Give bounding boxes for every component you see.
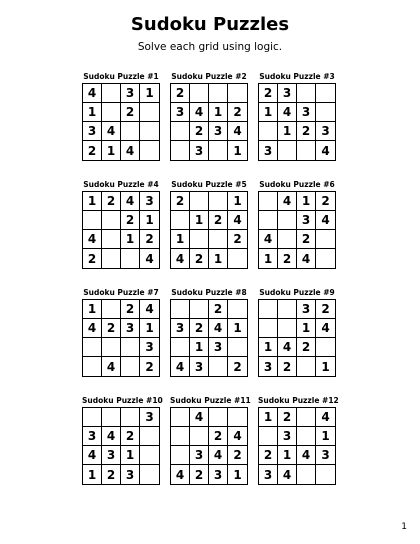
puzzle-grid [258,83,336,161]
grid-cell: 3 [140,408,159,427]
grid-cell [121,122,140,141]
puzzle-label: Sudoku Puzzle #2 [171,72,247,81]
grid-cell: 1 [209,103,228,122]
grid-cell: 4 [278,338,297,357]
grid-cell: 3 [209,338,228,357]
grid-cell [209,408,228,427]
puzzle-label: Sudoku Puzzle #5 [171,180,247,189]
grid-cell: 4 [228,427,247,446]
sudoku-puzzle [258,395,339,503]
grid-cell: 2 [102,319,121,338]
grid-cell: 1 [228,319,247,338]
grid-cell [102,300,121,319]
grid-cell [259,122,278,141]
grid-cell: 1 [259,249,278,268]
page-subtitle: Solve each grid using logic. [137,41,283,53]
grid-cell: 3 [278,427,297,446]
grid-cell: 1 [228,192,247,211]
grid-cell: 1 [233,143,242,158]
puzzle-label: Sudoku Puzzle #4 [83,180,159,189]
sudoku-puzzle [82,287,160,395]
sudoku-puzzle [82,179,160,287]
grid-cell: 1 [140,84,159,103]
grid-cell: 1 [140,319,159,338]
grid-cell: 4 [171,357,190,376]
grid-cell: 2 [102,192,121,211]
page-title: Sudoku Puzzles [130,14,290,35]
grid-cell: 4 [209,319,228,338]
grid-cell: 1 [83,465,102,484]
puzzle-grid [258,299,336,377]
grid-cell: 2 [190,319,209,338]
grid-cell [316,465,335,484]
grid-cell [140,427,159,446]
grid-cell [102,338,121,357]
grid-cell [209,141,228,160]
grid-cell: 4 [278,465,297,484]
grid-cell: 3 [316,446,335,465]
puzzle-grid [170,407,248,485]
grid-cell: 4 [121,141,140,160]
grid-cell: 2 [190,249,209,268]
grid-cell [209,84,228,103]
grid-cell: 4 [140,300,159,319]
grid-cell [121,408,140,427]
puzzle-label: Sudoku Puzzle #12 [258,396,339,405]
grid-cell: 4 [228,122,247,141]
grid-cell [278,211,297,230]
grid-cell: 1 [321,359,330,374]
sudoku-puzzle [170,395,251,503]
grid-cell: 3 [83,122,102,141]
grid-cell: 3 [171,319,190,338]
grid-cell: 4 [83,319,102,338]
puzzle-label: Sudoku Puzzle #7 [83,288,159,297]
grid-cell: 4 [278,103,297,122]
grid-cell: 3 [297,103,316,122]
grid-cell: 3 [121,465,140,484]
grid-cell: 3 [190,446,209,465]
grid-cell: 2 [121,211,140,230]
grid-cell [297,427,316,446]
grid-cell: 2 [83,141,102,160]
grid-cell [278,230,297,249]
grid-cell [102,103,121,122]
grid-cell [209,357,228,376]
grid-cell: 4 [102,427,121,446]
grid-cell [121,249,140,268]
grid-cell: 3 [83,427,102,446]
grid-cell: 1 [190,338,209,357]
grid-cell [278,141,297,160]
grid-cell: 3 [102,446,121,465]
sudoku-puzzle [170,71,248,179]
puzzle-grid [82,191,160,269]
grid-cell [190,84,209,103]
grid-cell [228,300,247,319]
grid-cell [316,103,335,122]
grid-cell: 3 [171,103,190,122]
grid-cell: 3 [297,300,316,319]
grid-cell [83,357,102,376]
grid-cell: 2 [297,122,316,141]
grid-cell [171,408,190,427]
grid-cell [190,192,209,211]
grid-cell [121,357,140,376]
grid-cell: 3 [190,357,209,376]
grid-cell: 1 [83,103,102,122]
grid-cell: 2 [209,427,228,446]
grid-cell: 4 [190,408,209,427]
grid-cell [278,300,297,319]
grid-cell [209,192,228,211]
grid-cell [259,192,278,211]
grid-cell [171,211,190,230]
puzzle-label: Sudoku Puzzle #10 [82,396,163,405]
grid-cell: 3 [121,84,140,103]
grid-cell [140,465,159,484]
puzzle-label: Sudoku Puzzle #3 [259,72,335,81]
grid-cell [171,338,190,357]
puzzle-grid [82,83,160,161]
grid-cell: 3 [259,141,278,160]
grid-cell: 1 [190,211,209,230]
grid-cell: 2 [259,84,278,103]
grid-cell [190,427,209,446]
grid-cell: 2 [259,446,278,465]
grid-cell: 4 [102,357,121,376]
grid-cell [259,211,278,230]
grid-cell: 2 [145,359,154,374]
grid-cell: 3 [209,465,228,484]
grid-cell [140,103,159,122]
sudoku-puzzle [258,71,336,179]
sudoku-puzzle [258,179,336,287]
grid-cell: 2 [316,192,335,211]
grid-cell [316,249,335,268]
grid-cell: 2 [278,408,297,427]
puzzle-grid [258,407,336,485]
grid-cell: 4 [297,249,316,268]
grid-cell [171,300,190,319]
sudoku-puzzle [82,71,160,179]
puzzle-grid [170,299,248,377]
grid-cell [228,249,247,268]
grid-cell [259,427,278,446]
grid-cell [259,319,278,338]
puzzle-grid [82,407,160,485]
grid-cell: 3 [259,465,278,484]
grid-cell: 2 [83,249,102,268]
grid-cell [102,249,121,268]
grid-cell: 4 [145,251,154,266]
grid-cell: 4 [171,465,190,484]
grid-cell: 2 [190,122,209,141]
grid-cell: 1 [278,122,297,141]
grid-cell: 4 [209,446,228,465]
grid-cell [297,357,316,376]
grid-cell: 4 [121,192,140,211]
grid-cell [278,319,297,338]
grid-cell [140,122,159,141]
grid-cell: 2 [121,427,140,446]
grid-cell: 1 [121,230,140,249]
grid-cell: 3 [140,338,159,357]
grid-cell: 4 [316,211,335,230]
grid-cell: 4 [297,446,316,465]
grid-cell [83,408,102,427]
grid-cell: 1 [140,211,159,230]
puzzle-grid [82,299,160,377]
sudoku-puzzle [170,287,248,395]
grid-cell: 2 [102,465,121,484]
grid-cell: 4 [83,230,102,249]
grid-cell: 3 [278,84,297,103]
sudoku-puzzle [170,179,248,287]
grid-cell [316,338,335,357]
grid-cell: 2 [228,446,247,465]
grid-cell: 3 [121,319,140,338]
puzzle-label: Sudoku Puzzle #1 [83,72,159,81]
puzzle-grid [170,83,248,161]
grid-cell: 1 [121,446,140,465]
grid-cell [228,338,247,357]
grid-cell: 2 [233,359,242,374]
sudoku-puzzle [258,287,336,395]
grid-cell [140,141,159,160]
grid-cell: 2 [228,103,247,122]
grid-cell: 2 [297,338,316,357]
grid-cell [83,338,102,357]
grid-cell: 4 [83,84,102,103]
grid-cell: 4 [278,192,297,211]
grid-cell [297,465,316,484]
puzzle-label: Sudoku Puzzle #6 [259,180,335,189]
grid-cell: 3 [190,141,209,160]
grid-cell [171,427,190,446]
grid-cell: 3 [140,192,159,211]
puzzle-label: Sudoku Puzzle #8 [171,288,247,297]
grid-cell: 2 [228,230,247,249]
grid-cell [171,122,190,141]
grid-cell [316,84,335,103]
grid-cell: 2 [190,465,209,484]
grid-cell: 3 [209,122,228,141]
grid-cell [102,408,121,427]
grid-cell: 1 [209,249,228,268]
grid-cell: 4 [316,408,335,427]
grid-cell [297,84,316,103]
grid-cell: 2 [171,84,190,103]
grid-cell: 2 [297,230,316,249]
grid-cell: 2 [278,357,297,376]
grid-cell: 1 [83,300,102,319]
grid-cell: 4 [83,446,102,465]
grid-cell: 3 [297,211,316,230]
puzzle-collection [82,71,338,503]
grid-cell: 1 [259,338,278,357]
grid-cell: 1 [278,446,297,465]
grid-cell [259,300,278,319]
grid-cell: 2 [316,300,335,319]
grid-cell [171,446,190,465]
grid-cell: 3 [316,122,335,141]
grid-cell [209,230,228,249]
puzzle-grid [258,191,336,269]
puzzle-label: Sudoku Puzzle #11 [170,396,251,405]
grid-cell: 1 [259,103,278,122]
grid-cell [121,338,140,357]
grid-cell [102,211,121,230]
grid-cell [190,300,209,319]
grid-cell: 1 [297,319,316,338]
grid-cell [228,408,247,427]
puzzle-grid [170,191,248,269]
sudoku-puzzle [82,395,163,503]
grid-cell: 1 [259,408,278,427]
puzzle-label: Sudoku Puzzle #9 [259,288,335,297]
grid-cell [140,446,159,465]
grid-cell [297,408,316,427]
grid-cell: 4 [171,249,190,268]
grid-cell: 2 [209,300,228,319]
grid-cell: 4 [102,122,121,141]
grid-cell: 3 [259,357,278,376]
grid-cell: 4 [316,319,335,338]
grid-cell [171,141,190,160]
grid-cell [83,211,102,230]
grid-cell: 1 [316,427,335,446]
grid-cell [316,230,335,249]
grid-cell: 2 [121,103,140,122]
grid-cell [102,84,121,103]
grid-cell: 1 [233,467,242,482]
grid-cell [228,84,247,103]
grid-cell: 4 [321,143,330,158]
grid-cell: 1 [102,141,121,160]
grid-cell [297,141,316,160]
page-number: 1 [401,522,407,532]
grid-cell: 4 [259,230,278,249]
grid-cell: 2 [171,192,190,211]
grid-cell: 4 [190,103,209,122]
grid-cell: 1 [297,192,316,211]
grid-cell: 2 [140,230,159,249]
grid-cell: 1 [83,192,102,211]
grid-cell: 1 [171,230,190,249]
grid-cell: 4 [228,211,247,230]
grid-cell: 2 [121,300,140,319]
grid-cell [190,230,209,249]
grid-cell: 2 [278,249,297,268]
grid-cell: 2 [209,211,228,230]
grid-cell [102,230,121,249]
